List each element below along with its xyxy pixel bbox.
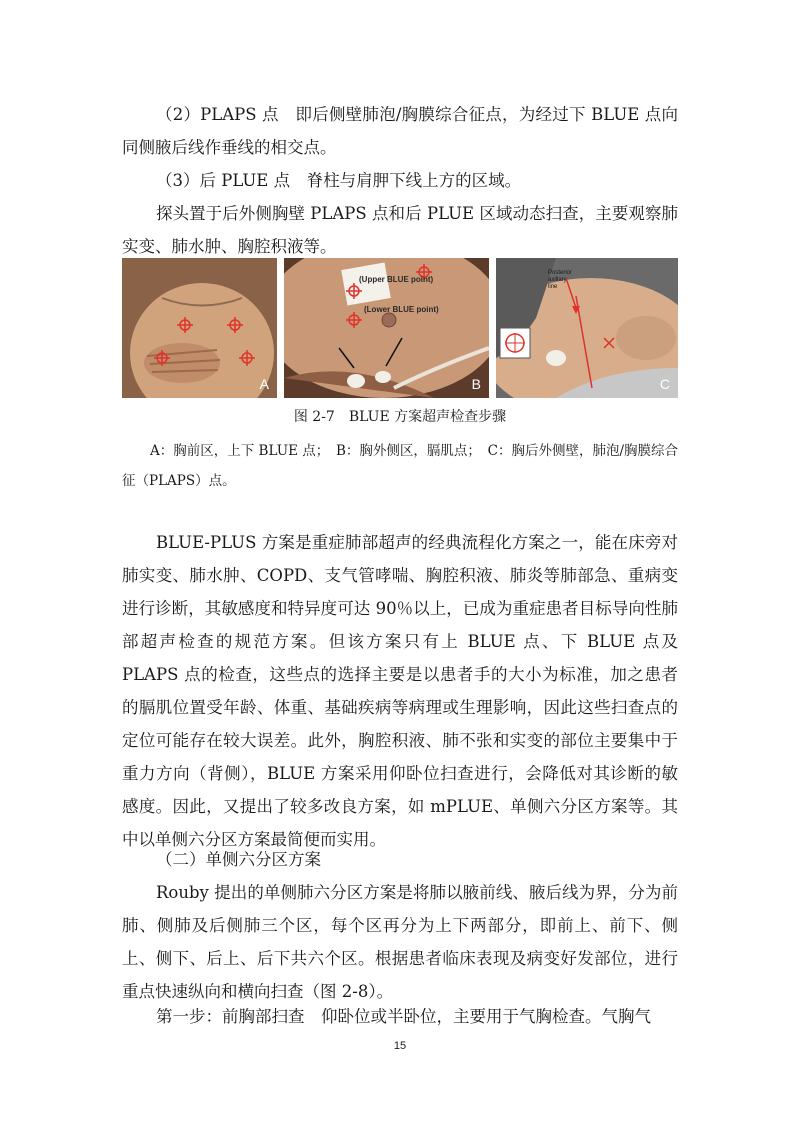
chest-anterior-photo <box>122 258 277 398</box>
section-heading-six-zone: （二）单侧六分区方案 <box>156 850 321 869</box>
axillary-line-label-2: axillary <box>548 277 567 283</box>
axillary-line-label-1: Posterior <box>548 270 573 276</box>
panel-letter-b: B <box>471 376 481 392</box>
paragraph-blue-plus: BLUE-PLUS 方案是重症肺部超声的经典流程化方案之一，能在床旁对肺实变、肺水肿、COPD、支气管哮喘、胸腔积液、肺炎等肺部急、重病变进行诊断，其敏感度和特异度可达 90％以上，已成为重症患者目标导向性肺部超声检查的规范方案。但该方案只有上 BLUE 点、下 BLUE 点及 PLAPS 点的检查，这些点的选择主要是以患者手的大小为标准，加之患者的膈肌位置受年龄、体重、基础疾病等病理或生理影响，因此这些扫查点的定位可能存在较大误差。此外，胸腔积液、肺不张和实变的部位主要集中于重力方向（背侧），BLUE 方案采用仰卧位扫查进行，会降低对其诊断的敏感度。因此，又提出了较多改良方案，如 mPLUE、单侧六分区方案等。其中以单侧六分区方案最简便而实用。 <box>122 533 678 849</box>
figure-caption: 图 2-7 BLUE 方案超声检查步骤 <box>293 409 507 425</box>
paragraph-probe: 探头置于后外侧胸壁 PLAPS 点和后 PLUE 区域动态扫查，主要观察肺实变、肺水肿、胸腔积液等。 <box>122 204 678 256</box>
panel-letter-c: C <box>659 376 670 392</box>
paragraph-step-one: 第一步：前胸部扫查 仰卧位或半卧位，主要用于气胸检查。气胸气 <box>156 1007 651 1026</box>
panel-letter-a: A <box>259 376 269 392</box>
chest-lateral-photo <box>284 258 489 398</box>
figure-panel-c <box>496 258 678 398</box>
figure-panel-a <box>122 258 277 398</box>
chest-posterior-photo <box>496 258 678 398</box>
paragraph-rouby: Rouby 提出的单侧肺六分区方案是将肺以腋前线、腋后线为界，分为前肺、侧肺及后侧肺三个区，每个区再分为上下两部分，即前上、前下、侧上、侧下、后上、后下共六个区。根据患者临床表现及病变好发部位，进行重点快速纵向和横向扫查（图 2-8）。 <box>122 883 678 1001</box>
figure-legend: A：胸前区，上下 BLUE 点； B：胸外侧区，膈肌点； C：胸后外侧壁，肺泡/胸膜综合征（PLAPS）点。 <box>122 443 679 489</box>
lower-blue-point-label: (Lower BLUE point) <box>364 305 439 314</box>
figure-2-7 <box>122 258 678 398</box>
figure-panel-b <box>284 258 489 398</box>
paragraph-plaps: （2）PLAPS 点 即后侧壁肺泡/胸膜综合征点，为经过下 BLUE 点向同侧腋后线作垂线的相交点。 <box>122 105 678 157</box>
page-number: 15 <box>393 1040 407 1052</box>
axillary-line-label-3: line <box>548 284 558 290</box>
paragraph-posterior-plue: （3）后 PLUE 点 脊柱与肩胛下线上方的区域。 <box>156 171 522 190</box>
upper-blue-point-label: (Upper BLUE point) <box>359 275 434 284</box>
